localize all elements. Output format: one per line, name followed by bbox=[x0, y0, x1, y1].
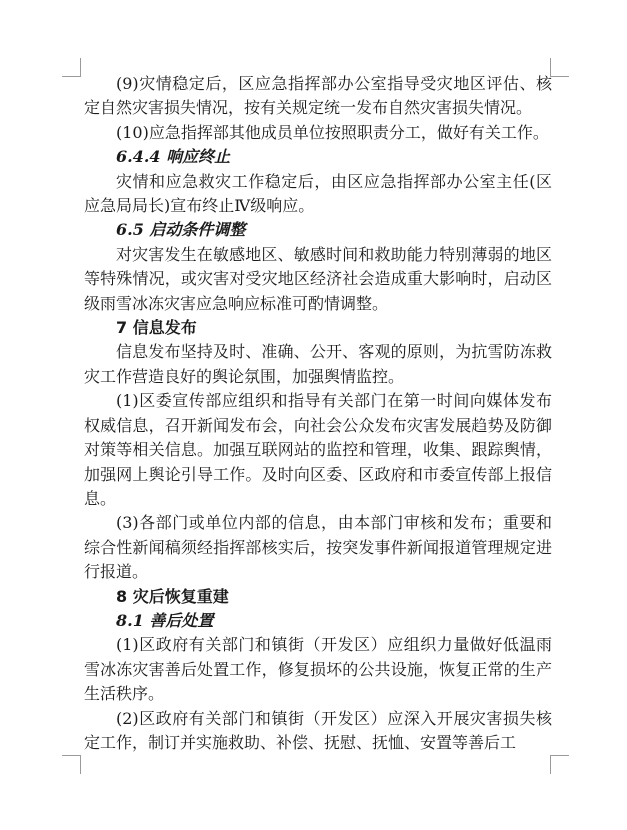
paragraph-item-9: (9)灾情稳定后，区应急指挥部办公室指导受灾地区评估、核定自然灾害损失情况，按有关规定统一发布自然灾害损失情况。 bbox=[84, 74, 552, 118]
paragraph-info-item-1: (1)区委宣传部应组织和指导有关部门在第一时间向媒体发布权威信息，召开新闻发布会，向社会公众发布灾害发展趋势及防御对策等相关信息。加强互联网站的监控和管理，收集、跟踪舆情，加强网上舆论引导工作。及时向区委、区政府和市委宣传部上报信息。 bbox=[84, 391, 552, 508]
heading-7: 7 信息发布 bbox=[116, 318, 197, 338]
margin-corner-mark-bottom-right bbox=[550, 755, 569, 774]
heading-8: 8 灾后恢复重建 bbox=[116, 586, 229, 606]
paragraph-info-principle: 信息发布坚持及时、准确、公开、客观的原则，为抗雪防冻救灾工作营造良好的舆论氛围，加强舆情监控。 bbox=[84, 342, 552, 386]
paragraph-condition-adjustment: 对灾害发生在敏感地区、敏感时间和救助能力特别薄弱的地区等特殊情况，或灾害对受灾地区经济社会造成重大影响时，启动区级雨雪冰冻灾害应急响应标准可酌情调整。 bbox=[84, 244, 552, 313]
paragraph-response-termination: 灾情和应急救灾工作稳定后，由区应急指挥部办公室主任(区应急局局长)宣布终止Ⅳ级响应。 bbox=[84, 171, 552, 216]
paragraph-info-item-3: (3)各部门或单位内部的信息，由本部门审核和发布；重要和综合性新闻稿须经指挥部核实后，按突发事件新闻报道管理规定进行报道。 bbox=[84, 513, 552, 582]
margin-corner-mark-top-right bbox=[550, 58, 569, 77]
document-body bbox=[84, 72, 552, 755]
heading-6-4-4: 6.4.4 响应终止 bbox=[116, 147, 231, 167]
paragraph-aftermath-item-1: (1)区政府有关部门和镇街（开发区）应组织力量做好低温雨雪冰冻灾害善后处置工作，修复损坏的公共设施，恢复正常的生产生活秩序。 bbox=[84, 635, 552, 704]
heading-6-5: 6.5 启动条件调整 bbox=[116, 220, 246, 240]
margin-corner-mark-bottom-left bbox=[62, 755, 81, 774]
paragraph-aftermath-item-2: (2)区政府有关部门和镇街（开发区）应深入开展灾害损失核定工作，制订并实施救助、补偿、抚慰、抚恤、安置等善后工 bbox=[84, 708, 552, 752]
paragraph-item-10: (10)应急指挥部其他成员单位按照职责分工，做好有关工作。 bbox=[116, 122, 549, 142]
heading-8-1: 8.1 善后处置 bbox=[116, 610, 214, 630]
margin-corner-mark-top-left bbox=[62, 58, 81, 77]
